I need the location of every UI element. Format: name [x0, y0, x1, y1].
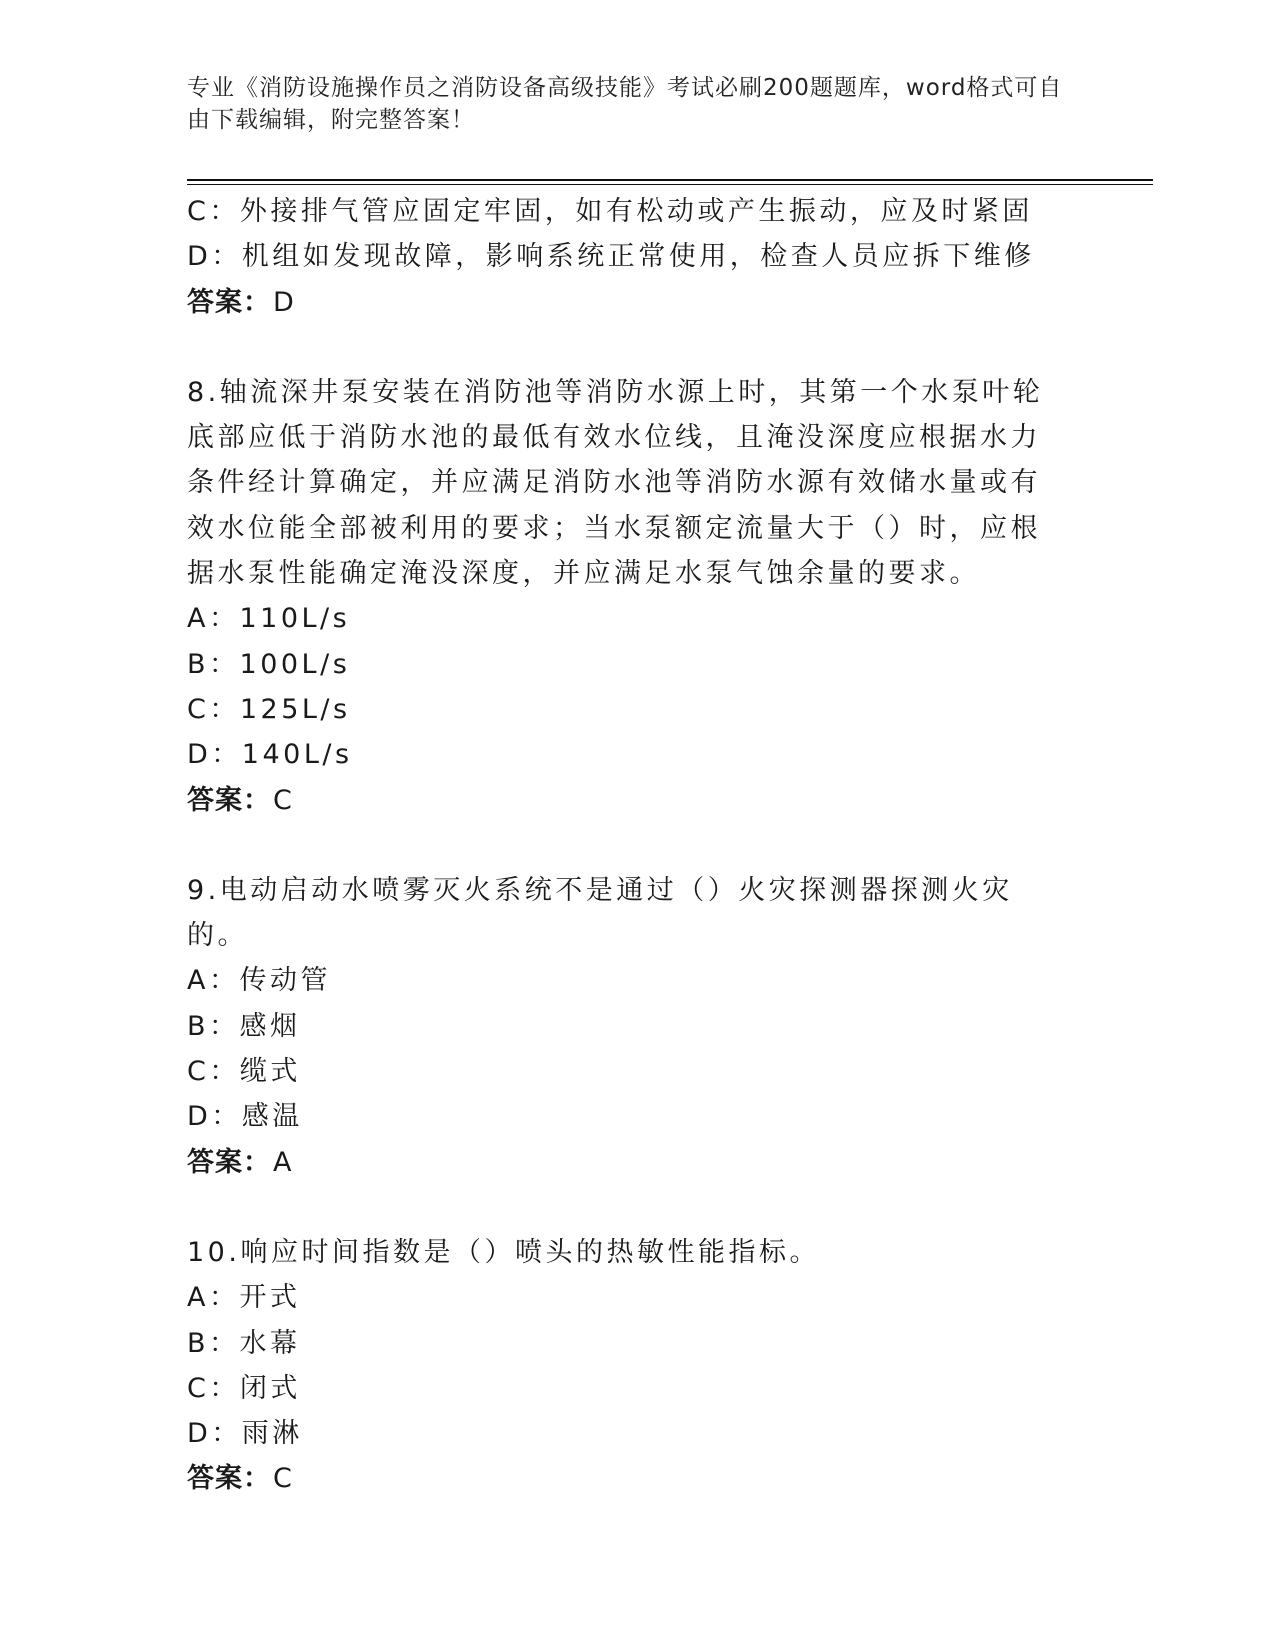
answer-line	[187, 1140, 1067, 1185]
answer-line	[187, 280, 1067, 325]
option-d: D：机组如发现故障，影响系统正常使用，检查人员应拆下维修	[187, 241, 1035, 273]
answer-value: C	[273, 784, 293, 816]
spacer	[187, 325, 1067, 370]
answer-label: 答案：	[187, 1463, 271, 1495]
answer-line	[187, 1456, 1067, 1501]
answer-value: C	[273, 1463, 293, 1495]
question-10	[187, 1230, 1067, 1502]
question-text: 9.电动启动水喷雾灭火系统不是通过（）火灾探测器探测火灾的。	[187, 874, 1013, 952]
option-d: D：感温	[187, 1101, 303, 1133]
option-b: B：水幕	[187, 1327, 301, 1359]
question-text: 10.响应时间指数是（）喷头的热敏性能指标。	[187, 1236, 820, 1268]
spacer	[187, 1185, 1067, 1230]
answer-label: 答案：	[187, 1146, 271, 1178]
option-c: C：缆式	[187, 1056, 301, 1088]
option-c: C：125L/s	[187, 693, 351, 725]
header-divider-thin	[187, 184, 1153, 185]
spacer	[187, 823, 1067, 868]
answer-value: A	[273, 1146, 293, 1178]
option-c: C：外接排气管应固定牢固，如有松动或产生振动，应及时紧固	[187, 196, 1033, 227]
option-a: A：开式	[187, 1282, 301, 1314]
answer-value: D	[273, 286, 295, 318]
option-b: B：100L/s	[187, 648, 351, 680]
option-c: C：闭式	[187, 1372, 301, 1404]
header-divider-thick	[187, 179, 1153, 181]
answer-label: 答案：	[187, 286, 271, 318]
question-content	[187, 189, 1067, 1502]
option-d: D：140L/s	[187, 739, 353, 771]
answer-label: 答案：	[187, 784, 271, 816]
question-7-continuation	[187, 189, 1067, 325]
option-a: A：110L/s	[187, 603, 351, 635]
option-b: B：感烟	[187, 1010, 301, 1042]
option-d: D：雨淋	[187, 1418, 303, 1450]
question-8	[187, 370, 1067, 823]
option-a: A：传动管	[187, 965, 331, 997]
document-header: 专业《消防设施操作员之消防设备高级技能》考试必刷200题题库，word格式可自由下载编辑，附完整答案！	[187, 75, 1063, 133]
question-text: 8.轴流深井泵安装在消防池等消防水源上时，其第一个水泵叶轮底部应低于消防水池的最低有效水位线，且淹没深度应根据水力条件经计算确定，并应满足消防水池等消防水源有效储水量或有效水位能全部被利用的要求；当水泵额定流量大于（）时，应根据水泵性能确定淹没深度，并应满足水泵气蚀余量的要求。	[187, 376, 1044, 590]
question-9	[187, 868, 1067, 1185]
answer-line	[187, 778, 1067, 823]
